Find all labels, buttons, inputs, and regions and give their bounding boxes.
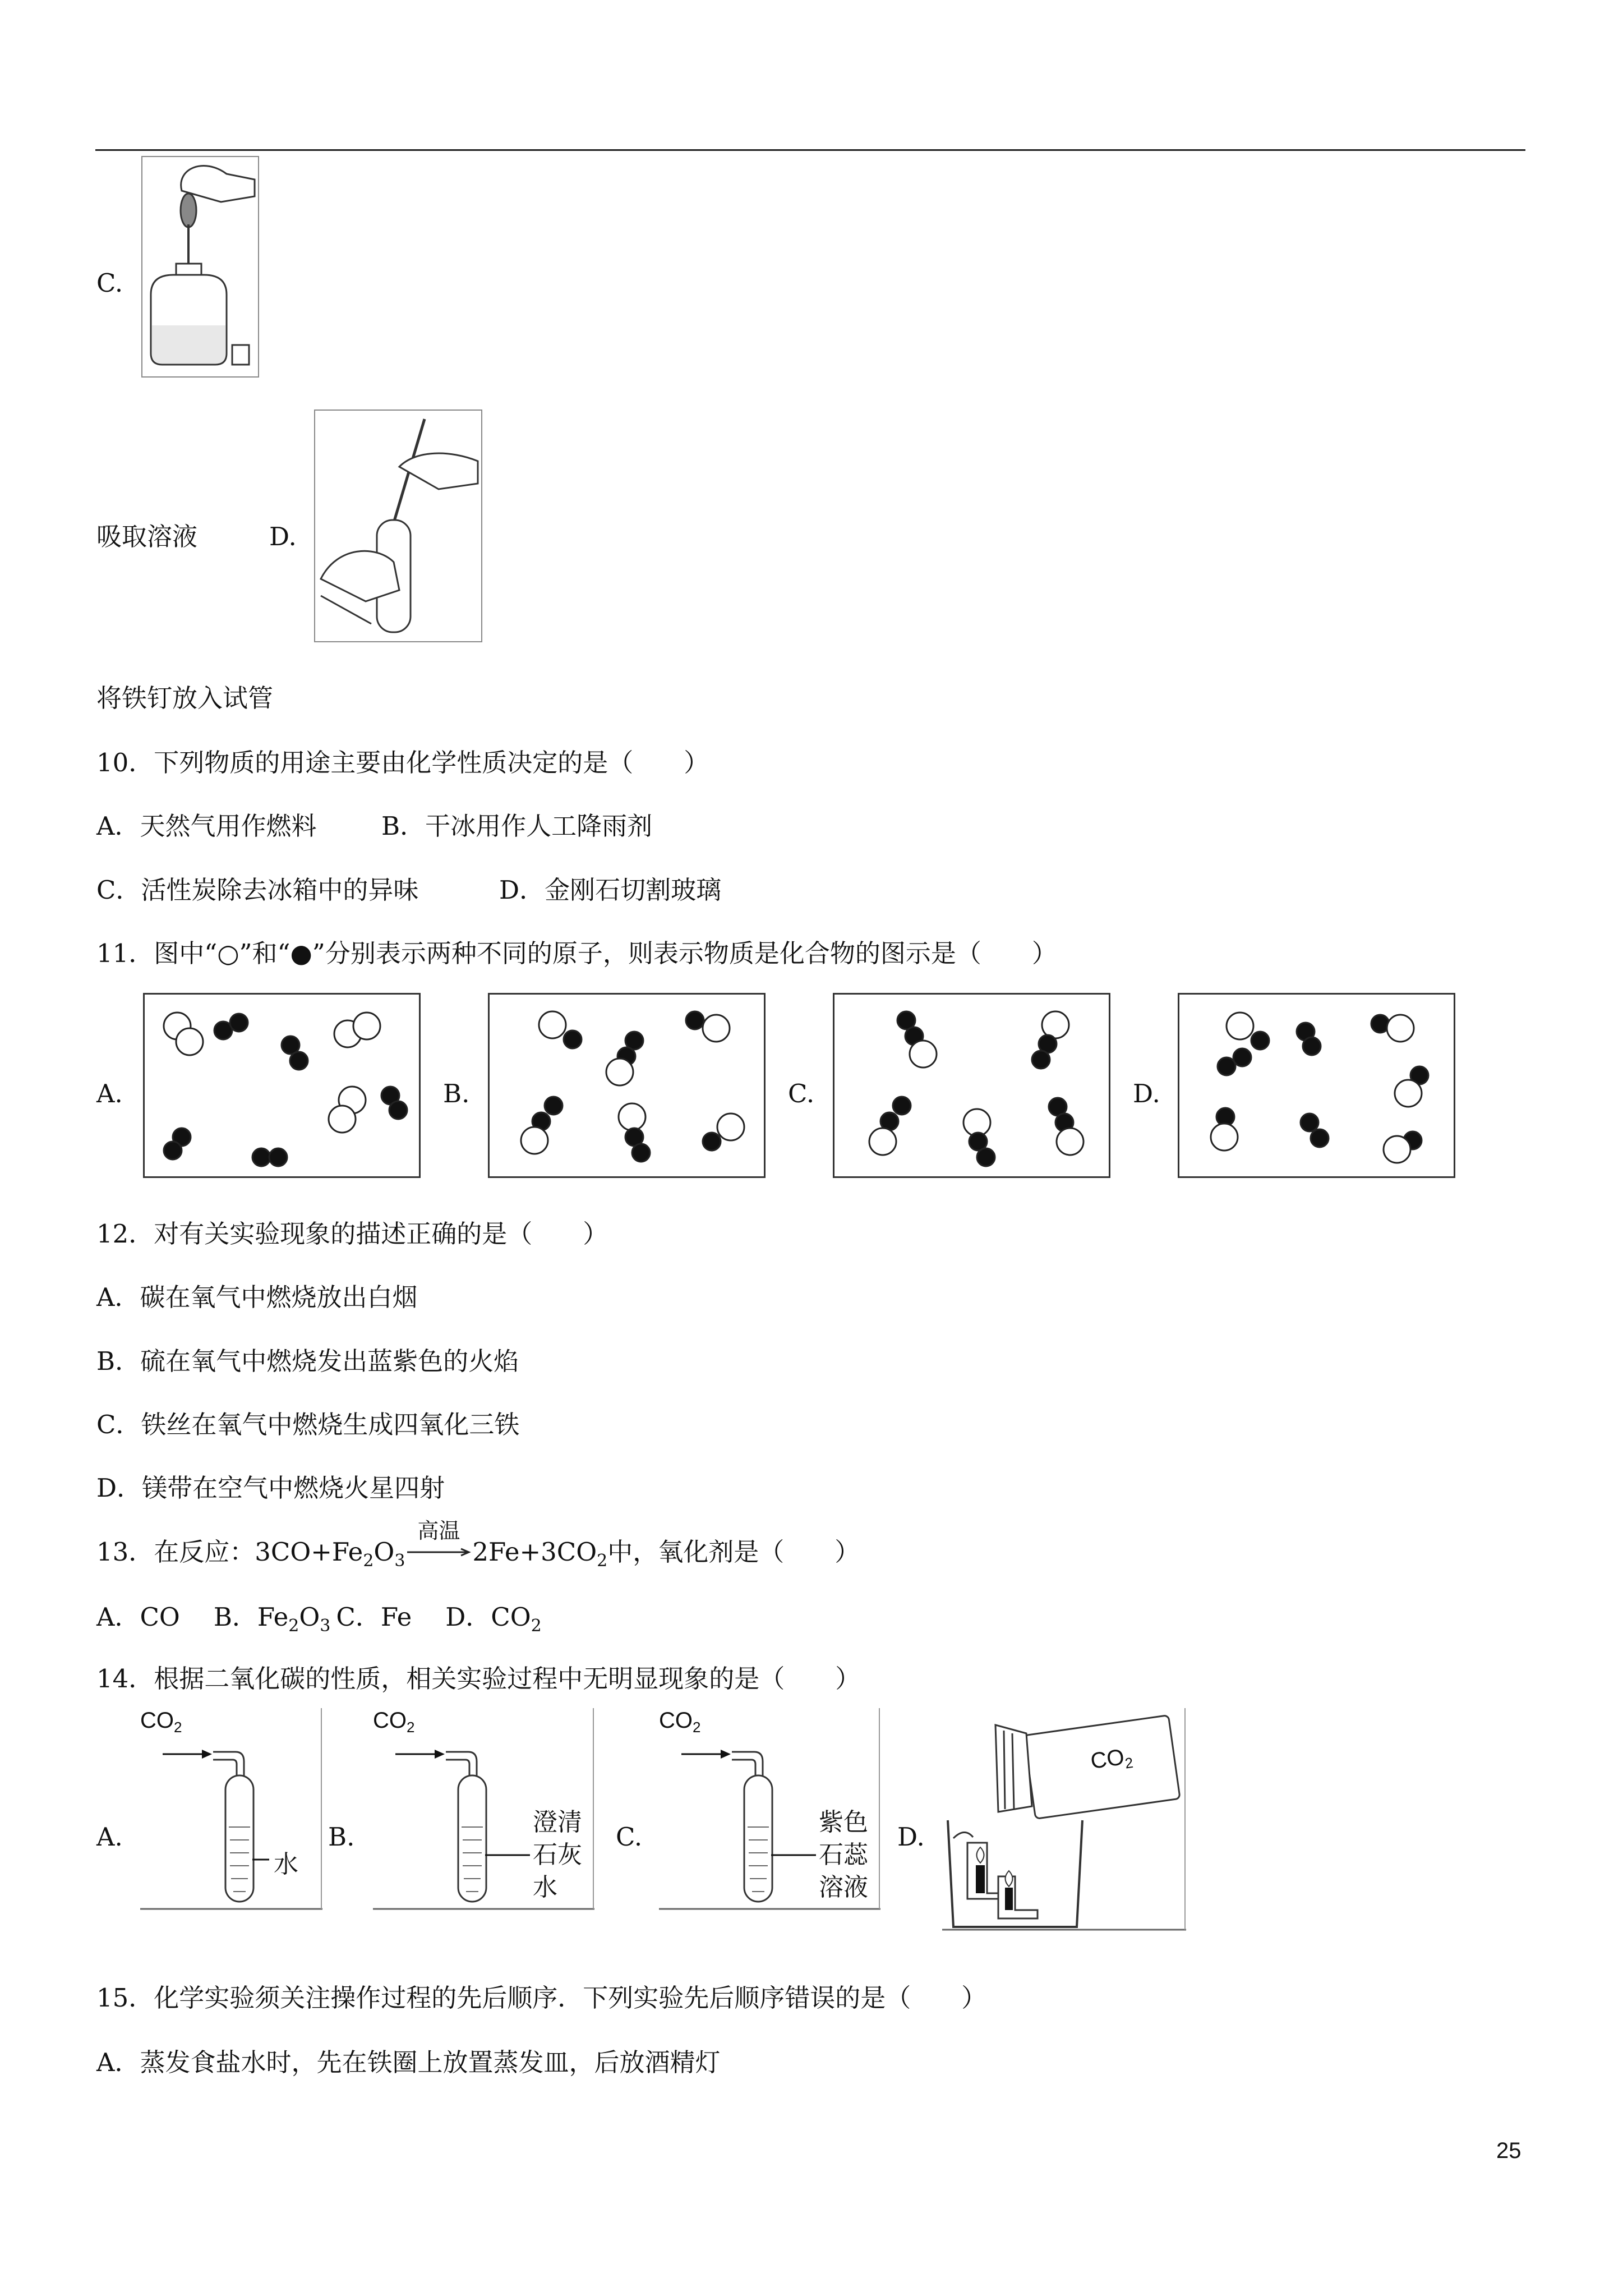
q11-label-b: B. — [443, 1079, 470, 1108]
q13-option-a: A．CO — [96, 1602, 180, 1632]
co2-text: CO — [659, 1708, 693, 1733]
q12-option-d: D．镁带在空气中燃烧火星四射 — [96, 1473, 445, 1503]
q14-c-liquid-line-2: 石蕊 — [819, 1841, 868, 1869]
q11-diagram-c — [833, 993, 1110, 1178]
q13-option-b-o: O — [299, 1602, 320, 1632]
q13-option-b — [213, 1602, 331, 1636]
q15-stem: 15．化学实验须关注操作过程的先后顺序．下列实验先后顺序错误的是（ ） — [96, 1983, 987, 2013]
co2-sub: 2 — [174, 1719, 182, 1736]
test-tube-nail-figure — [314, 409, 482, 642]
q9-option-d-label: D. — [269, 522, 297, 551]
co2-sub: 2 — [1123, 1754, 1135, 1772]
q9-option-c-label: C. — [96, 268, 123, 298]
q11-label-c: C. — [788, 1079, 815, 1108]
co2-text: CO — [373, 1708, 407, 1733]
q10-option-a: A．天然气用作燃料 — [96, 811, 317, 841]
q11-label-a: A. — [96, 1079, 123, 1108]
co2-text: CO — [140, 1708, 174, 1733]
q12-option-a: A．碳在氧气中燃烧放出白烟 — [96, 1282, 418, 1312]
reaction-arrow — [405, 1519, 472, 1569]
q14-b-liquid-line-1: 澄清 — [533, 1808, 582, 1837]
page-number: 25 — [1496, 2138, 1521, 2163]
q13-stem-start: 13．在反应：3CO+Fe — [96, 1537, 363, 1567]
q12-stem: 12．对有关实验现象的描述正确的是（ ） — [96, 1219, 608, 1249]
q9-option-d-caption: 将铁钉放入试管 — [96, 683, 274, 713]
q12-option-c: C．铁丝在氧气中燃烧生成四氧化三铁 — [96, 1410, 520, 1439]
q13-option-b-sub2: 3 — [320, 1616, 331, 1636]
q13-option-d-text: D．CO — [445, 1602, 531, 1632]
q10-stem: 10．下列物质的用途主要由化学性质决定的是（ ） — [96, 748, 709, 777]
q11-label-d: D. — [1133, 1079, 1160, 1108]
q14-c-liquid — [819, 1806, 868, 1904]
q14-apparatus-d — [942, 1708, 1189, 1932]
q11-diagram-a — [143, 993, 421, 1178]
q9-option-c-caption: 吸取溶液 — [96, 522, 198, 551]
co2-sub: 2 — [407, 1719, 415, 1736]
q13-oxygen: O — [374, 1537, 395, 1567]
q10-option-b: B．干冰用作人工降雨剂 — [381, 811, 653, 841]
q14-c-liquid-line-1: 紫色 — [819, 1808, 868, 1837]
q13-option-d-sub: 2 — [531, 1616, 542, 1636]
q13-option-b-text: B．Fe — [213, 1602, 289, 1632]
q14-c-liquid-line-3: 溶液 — [819, 1873, 868, 1902]
q14-apparatus-b — [373, 1708, 597, 1910]
q14-b-liquid-line-2: 石灰 — [533, 1841, 582, 1869]
q14-label-b: B. — [328, 1822, 355, 1852]
q13-option-d — [445, 1602, 542, 1636]
co2-sub: 2 — [693, 1719, 701, 1736]
q13-sub-3: 2 — [597, 1551, 608, 1571]
q11-stem: 11．图中“○”和“●”分别表示两种不同的原子，则表示物质是化合物的图示是（ ） — [96, 938, 1057, 968]
q13-sub-2: 3 — [394, 1551, 405, 1571]
co2-bottle-label — [1089, 1743, 1135, 1777]
q14-label-d: D. — [897, 1822, 925, 1852]
q13-stem-end: 中，氧化剂是（ ） — [607, 1537, 860, 1567]
q14-apparatus-c — [659, 1708, 883, 1910]
q14-a-liquid: 水 — [274, 1850, 298, 1879]
header-rule — [95, 149, 1525, 151]
q13-sub-1: 2 — [363, 1551, 374, 1571]
q14-b-liquid-line-3: 水 — [533, 1873, 557, 1902]
reaction-condition: 高温 — [417, 1519, 460, 1543]
q13-options — [96, 1600, 542, 1643]
q15-option-a: A．蒸发食盐水时，先在铁圈上放置蒸发皿，后放酒精灯 — [96, 2047, 721, 2077]
q11-diagram-b — [488, 993, 766, 1178]
q14-apparatus-a — [140, 1708, 325, 1910]
q11-diagram-d — [1178, 993, 1455, 1178]
q13-option-c: C．Fe — [336, 1602, 412, 1632]
dropper-bottle-figure — [141, 156, 259, 378]
q14-label-c: C. — [616, 1822, 643, 1852]
q12-option-b: B．硫在氧气中燃烧发出蓝紫色的火焰 — [96, 1346, 519, 1376]
q14-label-a: A. — [96, 1822, 123, 1852]
q13-stem — [96, 1519, 860, 1578]
q10-option-c: C．活性炭除去冰箱中的异味 — [96, 875, 419, 905]
q10-option-d: D．金刚石切割玻璃 — [499, 875, 722, 905]
q14-b-liquid — [533, 1806, 582, 1904]
q13-products: 2Fe+3CO — [472, 1537, 597, 1567]
co2-text: CO — [1089, 1745, 1126, 1774]
q14-stem: 14．根据二氧化碳的性质，相关实验过程中无明显现象的是（ ） — [96, 1664, 861, 1694]
q13-option-b-sub1: 2 — [288, 1616, 299, 1636]
